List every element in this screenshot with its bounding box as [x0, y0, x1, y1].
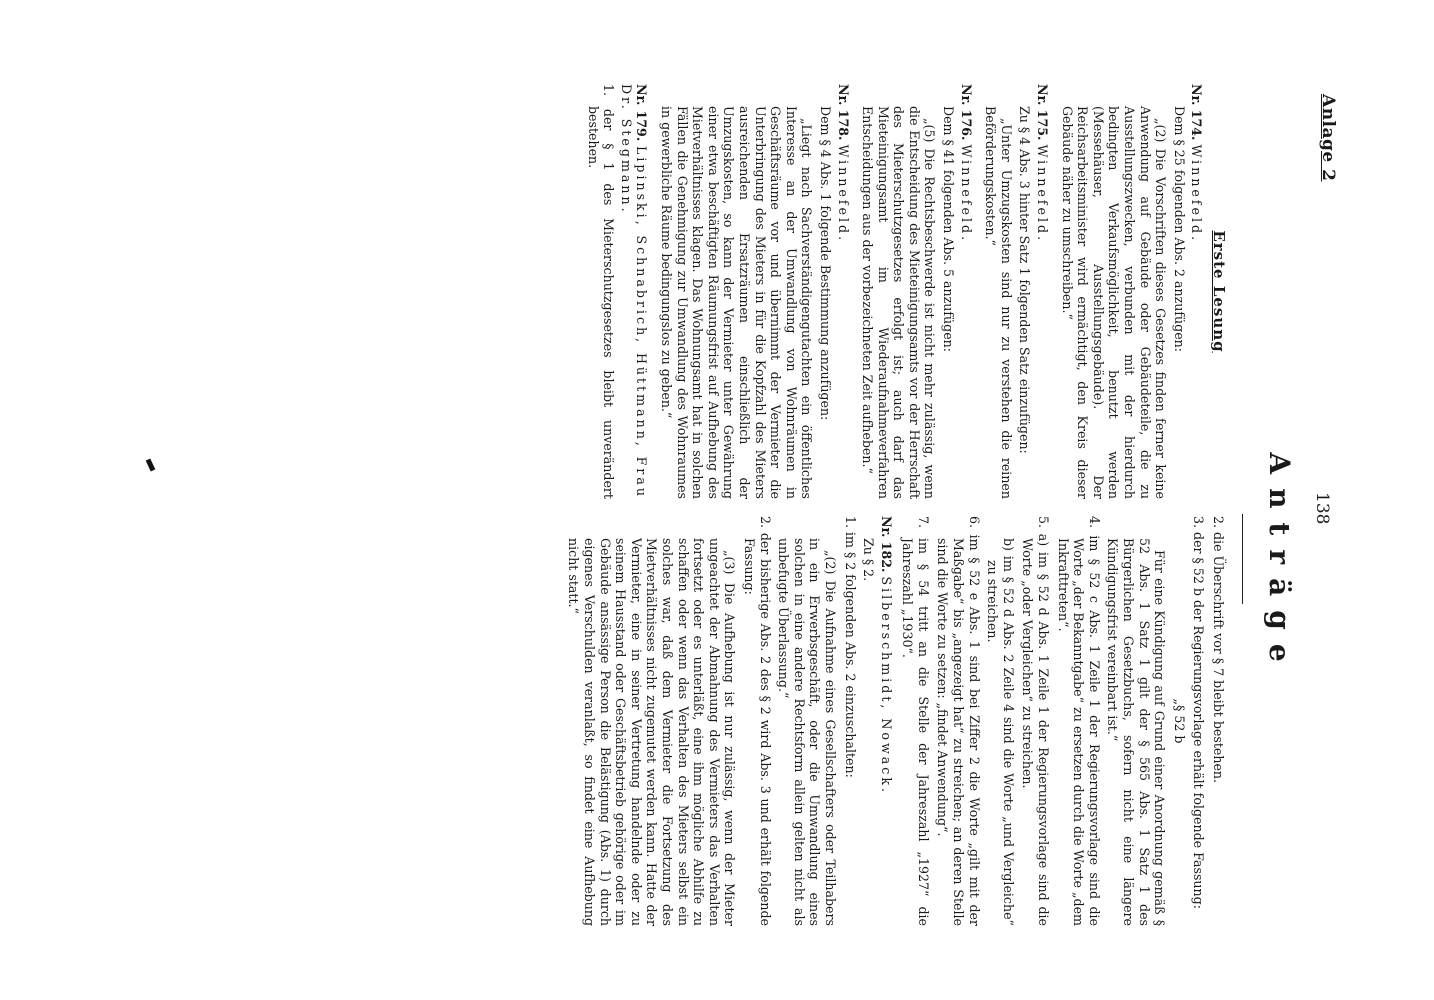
motion-intro: Dem § 25 folgenden Abs. 2 anzufügen:: [1171, 106, 1187, 352]
motion-text: „(2) Die Vorschriften dieses Gesetzes finden ferner keine Anwendung auf Gebäude oder Gebäudeteile, die zu Ausstellungszwecken, verbunden mit der hierdurch bedingten Verkaufsmöglichkeit, benutzt werden (Messehäuser, Ausstellungsgebäude). Der Reichsarbeitsminister wird ermächtigt, den Kreis dieser Gebäude näher zu umschreiben.“: [1059, 106, 1169, 499]
paragraph-text: Für eine Kündigung auf Grund einer Anordnung gemäß § 52 Abs. 1 Satz 1 gilt der § 565 Abs. 1 Satz 1 des Bürgerlichen Gesetzbuchs, sofern nicht eine längere Kündigungsfrist vereinbart ist.“: [1105, 538, 1168, 926]
motion-item: 3. der § 52 b der Regierungsvorlage erhält folgende Fassung:: [1191, 516, 1207, 909]
motion-number: Nr. 174.: [1189, 84, 1205, 141]
motion-text: „(5) Die Rechtsbeschwerde ist nicht mehr zulässig, wenn die Entscheidung des Mieteinigungsamts vor der Herrschaft des Mieterschutzgesetzes erfolgt ist; auch darf das Mieteinigungsamt im Wiederaufnahmeverfahren Entscheidungen aus der vorbezeichneten Zeit aufheben.“: [860, 106, 938, 499]
motion-179: [585, 84, 649, 499]
motion-number: Nr. 178.: [835, 84, 851, 141]
annex-label: Anlage 2: [1318, 94, 1338, 182]
motion-number: Nr. 176.: [958, 84, 974, 141]
motion-item: 1. im § 2 folgenden Abs. 2 einzuschalten:: [842, 516, 858, 778]
motion-intro: Zu § 4 Abs. 3 hinter Satz 1 folgenden Satz einzufügen:: [1017, 106, 1033, 454]
motion-number: Nr. 179.: [634, 84, 650, 142]
motion-author: Winnefeld.: [1035, 144, 1051, 244]
section-title: Erste Lesung: [1210, 230, 1228, 353]
motion-author: Silberschmidt, Nowack.: [878, 576, 894, 795]
title-rule: [1242, 514, 1243, 604]
page-header: [1228, 84, 1338, 924]
motion-intro: Dem § 4 Abs. 1 folgende Bestimmung anzufügen:: [817, 106, 833, 421]
motion-182: [566, 516, 894, 926]
left-column: [576, 84, 1226, 499]
motion-author: Winnefeld.: [958, 144, 974, 244]
motion-item: 6. im § 52 e Abs. 1 sind bei Ziffer 2 die Worte „gilt mit der Maßgabe“ bis „angezeigt hat“ zu streichen; an deren Stelle sind die Worte zu setzen: „findet Anwendung“.: [935, 516, 982, 926]
motion-author: Winnefeld.: [1189, 144, 1205, 244]
motion-item: 2. der bisherige Abs. 2 des § 2 wird Abs. 3 und erhält folgende Fassung:: [741, 516, 773, 926]
motion-author: Lipinski, Schnabrich, Hüttmann, Frau Dr. Stegmann.: [618, 84, 650, 499]
page-title: Anträge: [1263, 452, 1296, 676]
motion-intro: Dem § 41 folgenden Abs. 5 anzufügen:: [941, 106, 957, 352]
motion-text: „(2) Die Aufnahme eines Gesellschafters oder Teilhabers in ein Erwerbsgeschäft, oder die Umwandlung eines solchen in eine andere Rechtsform allein gelten nicht als unbefugte Überlassung.“: [776, 538, 838, 926]
motion-item: 1. der § 1 des Mieterschutzgesetzes bleibt unverändert bestehen.: [585, 84, 617, 499]
motion-176: [860, 84, 974, 499]
motion-author: Winnefeld.: [835, 144, 851, 244]
motion-item: 4. im § 52 c Abs. 1 Zeile 1 der Regierungsvorlage sind die Worte „der Bekanntgabe“ zu ersetzen durch die Worte „dem Inkrafttreten“.: [1055, 516, 1102, 926]
page-number: 138: [1312, 492, 1332, 525]
paragraph-sign: „§ 52 b: [1171, 698, 1187, 744]
motion-item: 5. a) im § 52 d Abs. 1 Zeile 1 der Regierungsvorlage sind die Worte „oder Vergleichen“ zu streichen.: [1020, 516, 1052, 926]
motion-number: Nr. 182.: [878, 516, 894, 573]
scanned-page: [108, 84, 1338, 924]
motion-text: „Liegt nach Sachverständigengutachten ein öffentliches Interesse an der Umwandlung von Wohnräumen in Geschäftsräume vor und übernimmt der Vermieter die Unterbringung des Mieters in für die Kopfzahl des Mieters ausreichenden Ersatzräumen einschließlich der Umzugskosten, so kann der Vermieter unter Gewährung einer etwa beschäftigten Räumungsfrist auf Aufhebung des Mietverhältnisses klagen. Das Wohnungsamt hat in solchen Fällen die Genehmigung zur Umwandlung des Wohnraumes in gewerbliche Räume bedingungslos zu geben.“: [659, 106, 815, 499]
motion-text: „(3) Die Aufhebung ist nur zulässig, wenn der Mieter ungeachtet der Abmahnung des Vermieters das Verhalten fortsetzt oder es unterläßt, eine ihm mögliche Abhilfe zu schaffen oder wenn das Verhalten des Mieters selbst ein solches war, daß dem Vermieter die Fortsetzung des Mietverhältnisses nicht zugemutet werden kann. Hatte der Vermieter, eine in seiner Vertretung handelnde oder zu seinem Hausstand oder Geschäftsbetrieb gehörige oder im Gebäude ansässige Person die Belästigung (Abs. 1) durch eigenes Verschulden veranlaßt, so findet eine Aufhebung nicht statt.“: [566, 538, 738, 926]
motion-subheading: Zu § 2.: [861, 538, 877, 582]
right-column: [557, 516, 1226, 926]
motion-item: 7. im § 54 tritt an die Stelle der Jahreszahl „1927“ die Jahreszahl „1930“.: [900, 516, 931, 926]
motion-item: 2. die Überschrift vor § 7 bleibt bestehen.: [1211, 516, 1226, 784]
motion-178: [658, 84, 850, 499]
motion-subitem: b) im § 52 d Abs. 2 Zeile 4 sind die Worte „und Vergleiche“ zu streichen.: [985, 538, 1016, 926]
motion-text: „Unter Umzugskosten sind nur zu verstehen die reinen Beförderungskosten.“: [983, 106, 1014, 499]
motion-number: Nr. 175.: [1035, 84, 1051, 141]
motion-175: [983, 84, 1050, 499]
motion-174: [1059, 84, 1204, 499]
